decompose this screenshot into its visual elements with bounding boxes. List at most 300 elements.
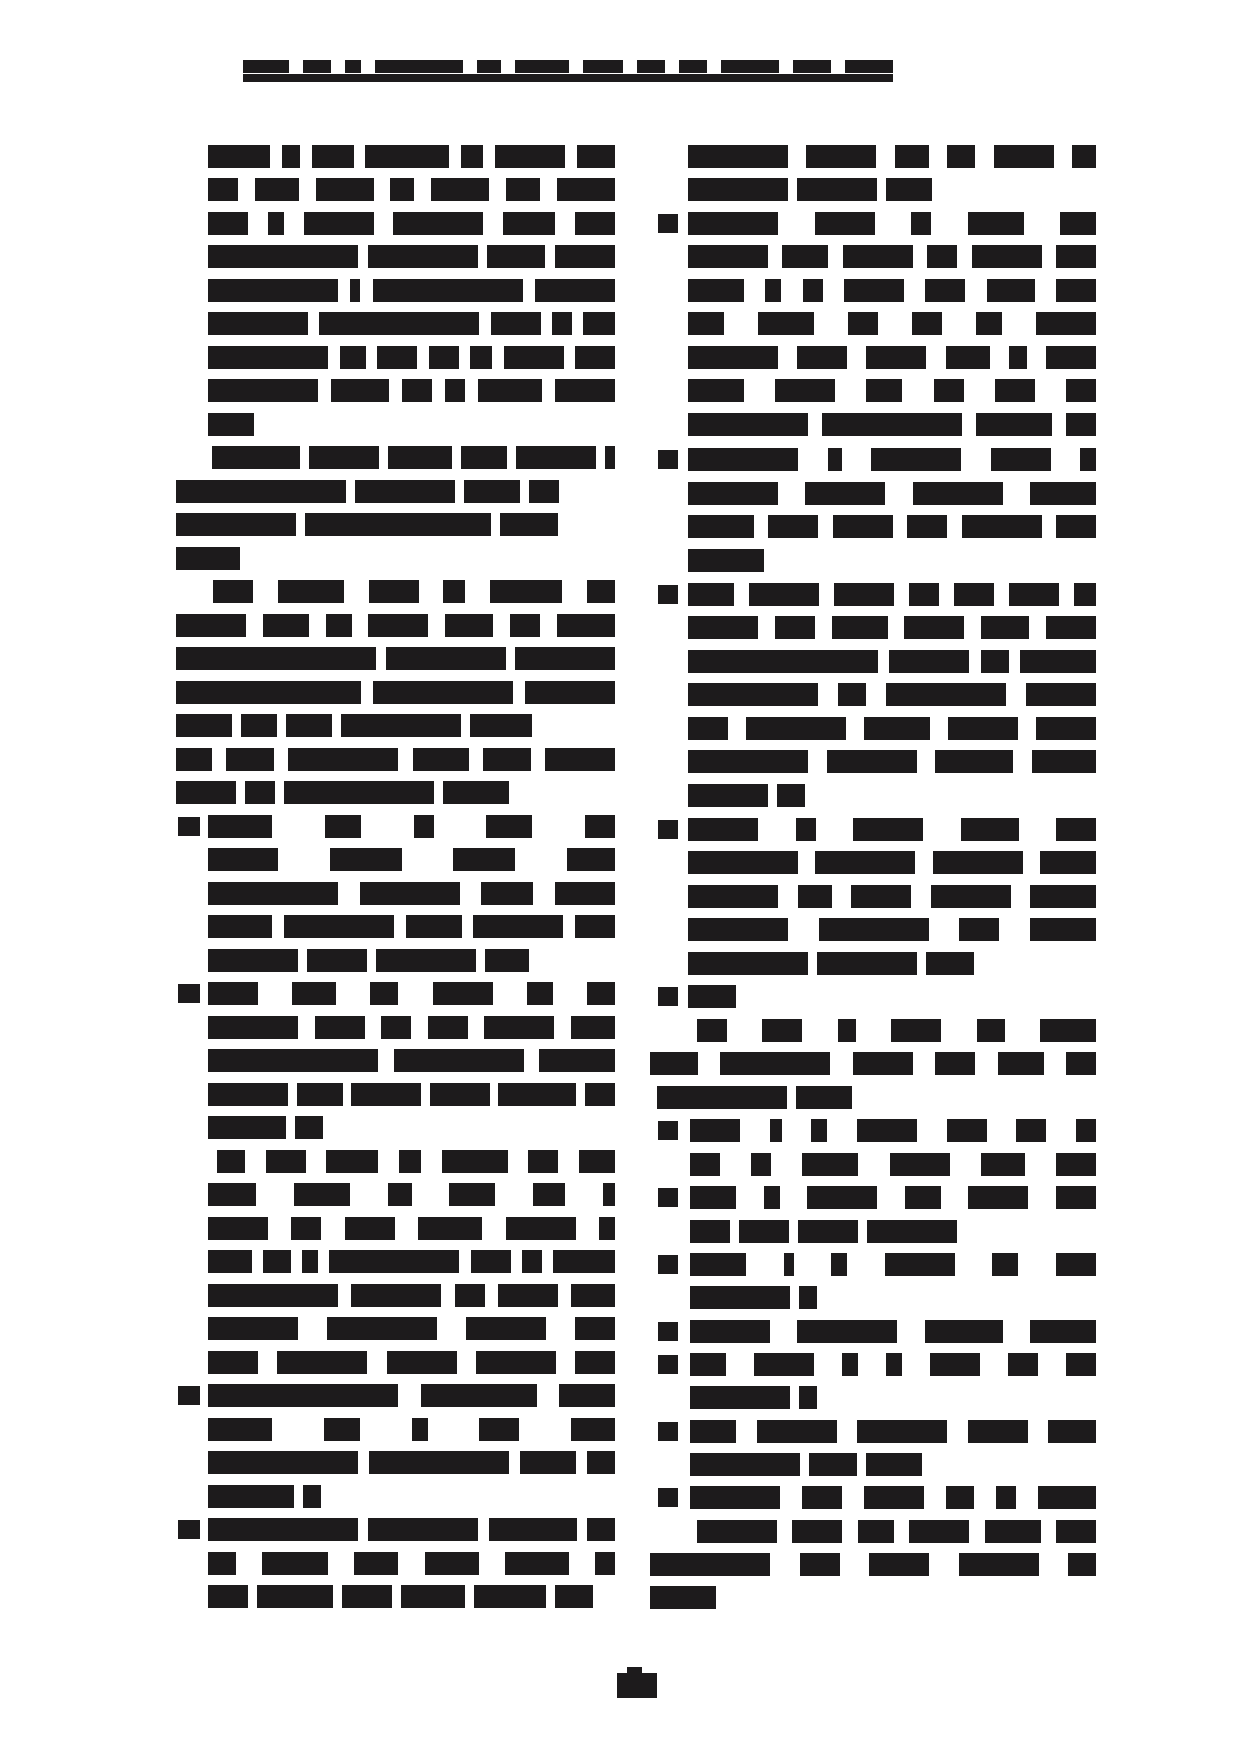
word-blob <box>575 346 615 369</box>
word-blob <box>506 1217 576 1240</box>
word-blob <box>746 717 846 740</box>
word-blob <box>775 379 835 402</box>
word-blob <box>533 1183 565 1206</box>
word-blob <box>575 1317 615 1340</box>
list-marker <box>658 1188 678 1207</box>
line-segments <box>208 279 615 302</box>
word-blob <box>208 1083 288 1106</box>
word-blob <box>388 1183 412 1206</box>
word-blob <box>208 379 318 402</box>
word-blob <box>341 714 461 737</box>
text-line <box>650 1220 1096 1243</box>
word-blob <box>688 851 798 874</box>
line-segments <box>176 714 615 737</box>
word-blob <box>758 312 814 335</box>
word-blob <box>528 1150 558 1173</box>
word-blob <box>985 1520 1041 1543</box>
word-blob <box>811 1119 827 1142</box>
word-blob <box>690 1153 720 1176</box>
word-blob <box>406 915 462 938</box>
word-blob <box>815 851 915 874</box>
word-blob <box>1056 818 1096 841</box>
word-blob <box>445 614 493 637</box>
word-blob <box>381 1016 411 1039</box>
word-blob <box>505 1552 569 1575</box>
text-line <box>176 681 615 704</box>
line-segments <box>176 614 615 637</box>
word-blob <box>386 647 506 670</box>
line-segments <box>208 1317 615 1340</box>
line-segments <box>688 549 1096 572</box>
word-blob <box>925 279 965 302</box>
text-line <box>176 1116 615 1139</box>
text-line <box>176 647 615 670</box>
word-blob <box>559 1384 615 1407</box>
word-blob <box>792 1520 842 1543</box>
word-blob <box>263 614 309 637</box>
word-blob <box>212 446 300 469</box>
word-blob <box>765 279 781 302</box>
text-line <box>176 547 615 570</box>
word-blob <box>690 1386 790 1409</box>
word-blob <box>483 748 531 771</box>
line-segments <box>217 1150 615 1173</box>
word-blob <box>962 515 1042 538</box>
word-blob <box>1066 1353 1096 1376</box>
word-blob <box>1008 1353 1038 1376</box>
word-blob <box>486 815 532 838</box>
word-blob <box>947 145 975 168</box>
word-blob <box>1026 683 1096 706</box>
line-segments <box>208 1049 615 1072</box>
word-blob <box>327 1317 437 1340</box>
word-blob <box>340 346 366 369</box>
word-blob <box>176 513 296 536</box>
line-segments <box>688 952 1096 975</box>
word-blob <box>208 1418 272 1441</box>
word-blob <box>489 1518 577 1541</box>
word-blob <box>782 245 828 268</box>
word-blob <box>487 245 545 268</box>
line-segments <box>688 784 1096 807</box>
word-blob <box>690 1453 800 1476</box>
word-blob <box>1048 1420 1096 1443</box>
word-blob <box>373 681 513 704</box>
word-blob <box>688 683 818 706</box>
line-segments <box>208 815 615 838</box>
word-blob <box>931 885 1011 908</box>
word-blob <box>368 245 478 268</box>
word-blob <box>401 1585 465 1608</box>
word-blob <box>650 1586 716 1609</box>
word-blob <box>866 1453 922 1476</box>
word-blob <box>394 1049 524 1072</box>
line-segments <box>650 1052 1096 1075</box>
word-blob <box>213 580 253 603</box>
word-blob <box>208 1016 298 1039</box>
line-segments <box>688 985 1096 1008</box>
word-blob <box>325 815 361 838</box>
list-marker <box>658 1121 678 1140</box>
word-blob <box>442 1150 508 1173</box>
text-line <box>176 245 615 268</box>
word-blob <box>688 379 744 402</box>
word-blob <box>802 1486 842 1509</box>
word-blob <box>1056 1153 1096 1176</box>
line-segments <box>176 480 615 503</box>
text-line <box>650 515 1096 538</box>
word-blob <box>891 1019 941 1042</box>
word-blob <box>864 717 930 740</box>
word-blob <box>762 1019 802 1042</box>
text-line <box>176 1485 615 1508</box>
word-blob <box>688 245 768 268</box>
word-blob <box>365 145 449 168</box>
line-segments <box>208 1351 615 1374</box>
word-blob <box>351 1083 421 1106</box>
word-blob <box>464 480 520 503</box>
word-blob <box>292 982 336 1005</box>
list-marker <box>658 585 678 604</box>
word-blob <box>331 379 389 402</box>
word-blob <box>527 982 553 1005</box>
word-blob <box>968 1186 1028 1209</box>
text-line <box>650 1586 1096 1609</box>
word-blob <box>688 650 878 673</box>
word-blob <box>995 379 1035 402</box>
word-blob <box>690 1286 790 1309</box>
text-line <box>650 1153 1096 1176</box>
word-blob <box>807 1186 877 1209</box>
text-line <box>176 1451 615 1474</box>
list-marker <box>178 1386 200 1405</box>
word-blob <box>1030 482 1096 505</box>
word-blob <box>851 885 911 908</box>
word-blob <box>176 681 361 704</box>
word-blob <box>690 1253 746 1276</box>
word-blob <box>595 1552 615 1575</box>
word-blob <box>690 1220 730 1243</box>
word-blob <box>355 480 455 503</box>
text-line <box>176 580 615 603</box>
word-blob <box>1030 885 1096 908</box>
text-line <box>650 1253 1096 1276</box>
word-blob <box>976 312 1002 335</box>
word-blob <box>688 515 754 538</box>
word-blob <box>479 1418 519 1441</box>
word-blob <box>555 882 615 905</box>
line-segments <box>688 312 1096 335</box>
word-blob <box>288 748 398 771</box>
word-blob <box>305 513 491 536</box>
word-blob <box>579 1150 615 1173</box>
word-blob <box>799 1286 817 1309</box>
text-line <box>176 781 615 804</box>
word-blob <box>539 1049 615 1072</box>
word-blob <box>933 851 1023 874</box>
text-line <box>176 1317 615 1340</box>
word-blob <box>1056 1253 1096 1276</box>
word-blob <box>603 1183 615 1206</box>
text-line <box>176 312 615 335</box>
word-blob <box>555 379 615 402</box>
line-segments <box>688 413 1096 436</box>
word-blob <box>208 346 328 369</box>
word-blob <box>428 1016 468 1039</box>
word-blob <box>858 1520 894 1543</box>
word-blob <box>345 1217 395 1240</box>
line-segments <box>208 1485 615 1508</box>
word-blob <box>869 1553 929 1576</box>
line-segments <box>208 1083 615 1106</box>
word-blob <box>806 145 876 168</box>
word-blob <box>245 781 275 804</box>
word-blob <box>972 245 1042 268</box>
word-blob <box>529 480 559 503</box>
list-marker <box>658 987 678 1006</box>
word-blob <box>777 784 805 807</box>
word-blob <box>176 714 232 737</box>
word-blob <box>208 1183 256 1206</box>
word-blob <box>857 1119 917 1142</box>
text-line <box>176 1083 615 1106</box>
word-blob <box>350 279 360 302</box>
word-blob <box>587 982 615 1005</box>
word-blob <box>1009 583 1059 606</box>
word-blob <box>907 515 947 538</box>
list-marker <box>178 984 200 1003</box>
word-blob <box>510 614 540 637</box>
line-segments <box>208 915 615 938</box>
column-left <box>176 0 615 1754</box>
word-blob <box>208 1518 358 1541</box>
line-segments <box>208 245 615 268</box>
word-blob <box>583 312 615 335</box>
line-segments <box>690 1453 1096 1476</box>
word-blob <box>388 446 452 469</box>
word-blob <box>688 279 744 302</box>
word-blob <box>373 279 523 302</box>
word-blob <box>485 949 529 972</box>
list-marker <box>658 1355 678 1374</box>
word-blob <box>304 212 374 235</box>
word-blob <box>176 748 212 771</box>
text-line <box>176 1384 615 1407</box>
word-blob <box>503 212 555 235</box>
word-blob <box>599 1217 615 1240</box>
line-segments <box>688 750 1096 773</box>
line-segments <box>208 212 615 235</box>
word-blob <box>500 513 558 536</box>
text-line <box>176 1217 615 1240</box>
word-blob <box>996 1486 1016 1509</box>
word-blob <box>946 1486 974 1509</box>
text-line <box>650 1019 1096 1042</box>
word-blob <box>176 647 376 670</box>
word-blob <box>284 781 434 804</box>
word-blob <box>991 448 1051 471</box>
word-blob <box>208 1284 338 1307</box>
word-blob <box>833 515 893 538</box>
word-blob <box>1068 1553 1096 1576</box>
word-blob <box>749 583 819 606</box>
word-blob <box>930 1353 980 1376</box>
word-blob <box>886 683 1006 706</box>
word-blob <box>688 413 808 436</box>
text-line <box>176 949 615 972</box>
word-blob <box>418 1217 482 1240</box>
line-segments <box>688 178 1096 201</box>
word-blob <box>688 583 734 606</box>
text-line <box>650 583 1096 606</box>
word-blob <box>571 1016 615 1039</box>
word-blob <box>688 952 808 975</box>
word-blob <box>1036 717 1096 740</box>
text-line <box>176 1183 615 1206</box>
text-line <box>650 312 1096 335</box>
word-blob <box>895 145 929 168</box>
word-blob <box>208 1451 358 1474</box>
word-blob <box>757 1420 837 1443</box>
word-blob <box>324 1418 360 1441</box>
word-blob <box>491 312 541 335</box>
word-blob <box>176 614 246 637</box>
word-blob <box>1046 616 1096 639</box>
word-blob <box>557 178 615 201</box>
text-line <box>650 379 1096 402</box>
word-blob <box>495 145 565 168</box>
word-blob <box>176 781 236 804</box>
line-segments <box>208 1552 615 1575</box>
line-segments <box>688 515 1096 538</box>
word-blob <box>838 1019 856 1042</box>
word-blob <box>461 446 507 469</box>
word-blob <box>577 145 615 168</box>
word-blob <box>885 1253 955 1276</box>
text-line <box>176 1552 615 1575</box>
line-segments <box>657 1086 1096 1109</box>
word-blob <box>445 379 465 402</box>
word-blob <box>208 178 238 201</box>
word-blob <box>848 312 878 335</box>
word-blob <box>1080 448 1096 471</box>
word-blob <box>1036 312 1096 335</box>
word-blob <box>176 480 346 503</box>
line-segments <box>208 1183 615 1206</box>
word-blob <box>827 750 917 773</box>
text-line <box>176 714 615 737</box>
word-blob <box>754 1353 814 1376</box>
word-blob <box>431 178 489 201</box>
word-blob <box>886 178 932 201</box>
text-line <box>650 1386 1096 1409</box>
word-blob <box>800 1553 840 1576</box>
word-blob <box>886 1353 902 1376</box>
text-line <box>650 683 1096 706</box>
word-blob <box>571 1284 615 1307</box>
text-line <box>176 346 615 369</box>
word-blob <box>688 549 764 572</box>
word-blob <box>798 885 832 908</box>
line-segments <box>688 818 1096 841</box>
word-blob <box>798 1220 858 1243</box>
word-blob <box>1056 1520 1096 1543</box>
line-segments <box>208 346 615 369</box>
text-line <box>650 279 1096 302</box>
word-blob <box>368 1518 478 1541</box>
word-blob <box>889 650 969 673</box>
text-line <box>176 446 615 469</box>
word-blob <box>688 918 788 941</box>
word-blob <box>294 1183 350 1206</box>
word-blob <box>515 647 615 670</box>
text-line <box>650 1086 1096 1109</box>
text-line <box>650 818 1096 841</box>
word-blob <box>1056 515 1096 538</box>
word-blob <box>208 1116 286 1139</box>
text-line <box>176 178 615 201</box>
word-blob <box>822 413 962 436</box>
line-segments <box>208 1518 615 1541</box>
word-blob <box>657 1086 787 1109</box>
line-segments <box>690 1420 1096 1443</box>
word-blob <box>688 448 798 471</box>
word-blob <box>688 818 758 841</box>
word-blob <box>803 279 823 302</box>
text-line <box>650 650 1096 673</box>
line-segments <box>690 1286 1096 1309</box>
word-blob <box>295 1116 323 1139</box>
word-blob <box>1040 851 1096 874</box>
word-blob <box>764 1186 780 1209</box>
word-blob <box>934 379 964 402</box>
word-blob <box>946 346 990 369</box>
line-segments <box>208 178 615 201</box>
text-line <box>650 549 1096 572</box>
word-blob <box>871 448 961 471</box>
word-blob <box>650 1052 698 1075</box>
line-segments <box>212 446 615 469</box>
word-blob <box>226 748 274 771</box>
word-blob <box>484 1016 554 1039</box>
word-blob <box>390 178 414 201</box>
line-segments <box>690 1486 1096 1509</box>
text-line <box>650 1320 1096 1343</box>
word-blob <box>688 885 778 908</box>
line-segments <box>176 781 615 804</box>
word-blob <box>354 1552 398 1575</box>
word-blob <box>478 379 542 402</box>
word-blob <box>959 1553 1039 1576</box>
word-blob <box>819 918 929 941</box>
word-blob <box>925 1320 1003 1343</box>
word-blob <box>208 145 270 168</box>
text-line <box>650 448 1096 471</box>
word-blob <box>688 482 778 505</box>
text-line <box>176 815 615 838</box>
word-blob <box>208 1317 298 1340</box>
list-marker <box>658 1422 678 1441</box>
line-segments <box>208 882 615 905</box>
line-segments <box>208 1451 615 1474</box>
word-blob <box>605 446 615 469</box>
list-marker <box>658 1322 678 1341</box>
word-blob <box>473 915 563 938</box>
text-line <box>650 145 1096 168</box>
text-line <box>650 851 1096 874</box>
word-blob <box>522 1250 542 1273</box>
word-blob <box>844 279 904 302</box>
